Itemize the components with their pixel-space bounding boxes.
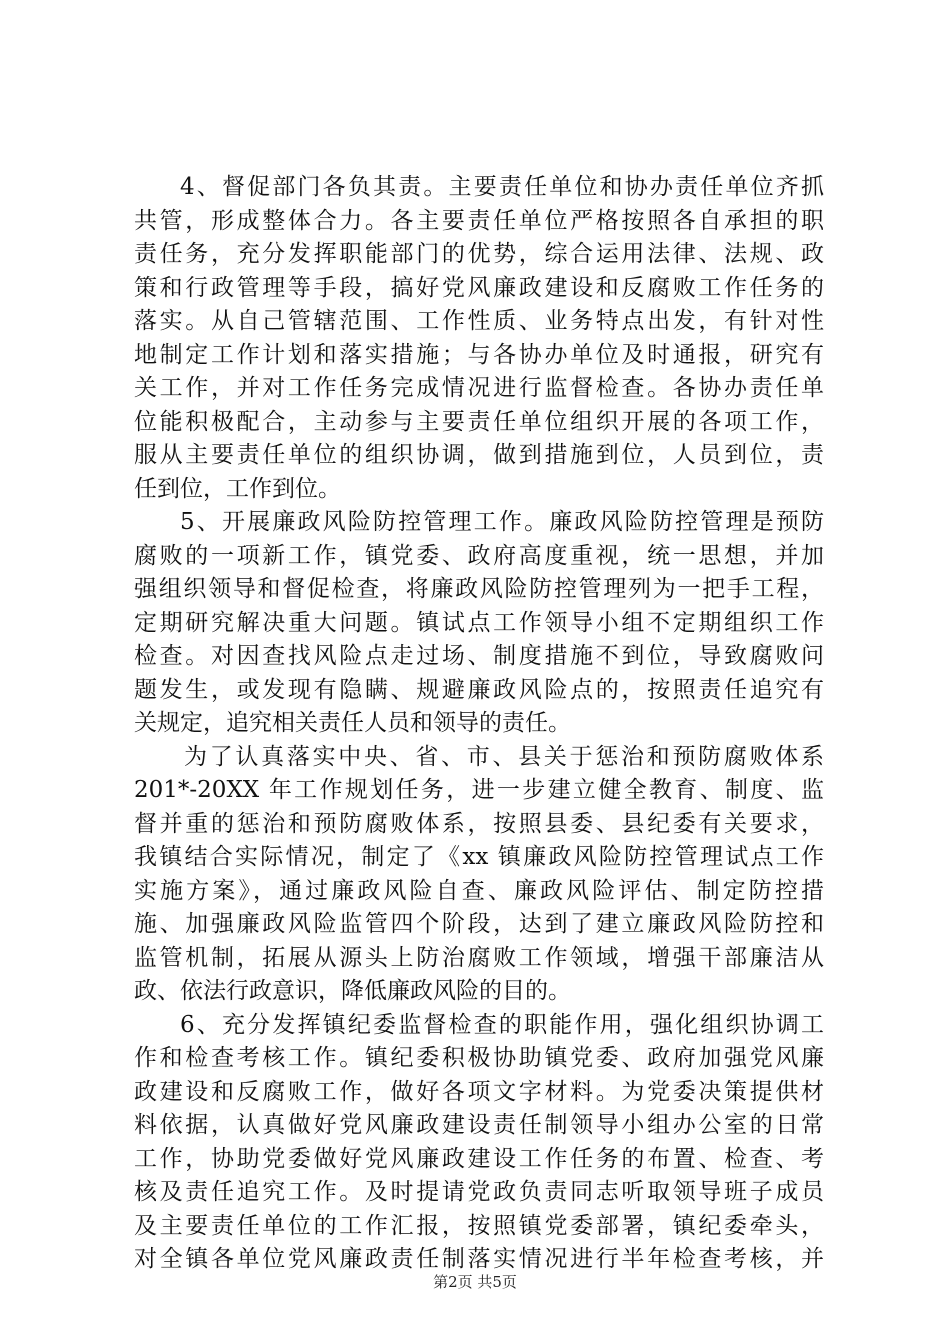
text-line: 政、依法行政意识，降低廉政风险的目的。 xyxy=(134,978,571,1004)
text-line: 实施方案》，通过廉政风险自查、廉政风险评估、制定防控措 xyxy=(134,877,824,904)
paragraph-p4 xyxy=(134,171,824,506)
text-line: 工作，协助党委做好党风廉政建设工作任务的布置、检查、考 xyxy=(134,1145,824,1172)
text-line: 料依据，认真做好党风廉政建设责任制领导小组办公室的日常 xyxy=(134,1112,824,1138)
text-line: 施、加强廉政风险监管四个阶段，达到了建立廉政风险防控和 xyxy=(134,911,824,937)
text-line: 强组织领导和督促检查，将廉政风险防控管理列为一把手工程， xyxy=(134,576,824,602)
text-line: 及主要责任单位的工作汇报，按照镇党委部署，镇纪委牵头， xyxy=(134,1212,824,1239)
text-line: 责任务，充分发挥职能部门的优势，综合运用法律、法规、政 xyxy=(134,241,824,267)
text-line: 题发生，或发现有隐瞒、规避廉政风险点的，按照责任追究有 xyxy=(134,676,824,703)
text-line: 服从主要责任单位的组织协调，做到措施到位，人员到位，责 xyxy=(134,442,824,468)
text-line: 关规定，追究相关责任人员和领导的责任。 xyxy=(134,710,571,736)
paragraph-p-plan xyxy=(134,741,824,1009)
paragraph-p5 xyxy=(134,506,824,741)
document-body xyxy=(134,171,824,1277)
text-line: 政建设和反腐败工作，做好各项文字材料。为党委决策提供材 xyxy=(134,1078,824,1105)
text-line: 共管，形成整体合力。各主要责任单位严格按照各自承担的职 xyxy=(134,207,824,234)
text-line: 检查。对因查找风险点走过场、制度措施不到位，导致腐败问 xyxy=(134,643,824,669)
text-line: 策和行政管理等手段，搞好党风廉政建设和反腐败工作任务的 xyxy=(134,274,824,301)
text-line: 任到位，工作到位。 xyxy=(134,475,341,502)
text-line: 作和检查考核工作。镇纪委积极协助镇党委、政府加强党风廉 xyxy=(134,1045,824,1071)
text-line: 4、督促部门各负其责。主要责任单位和协办责任单位齐抓 xyxy=(180,174,824,200)
text-line: 为了认真落实中央、省、市、县关于惩治和预防腐败体系 xyxy=(184,743,824,770)
text-line: 201*-20XX 年工作规划任务，进一步建立健全教育、制度、监 xyxy=(134,777,824,803)
text-line: 位能积极配合，主动参与主要责任单位组织开展的各项工作， xyxy=(134,408,824,435)
text-line: 5、开展廉政风险防控管理工作。廉政风险防控管理是预防 xyxy=(180,509,824,535)
text-line: 6、充分发挥镇纪委监督检查的职能作用，强化组织协调工 xyxy=(180,1011,824,1038)
text-line: 对全镇各单位党风廉政责任制落实情况进行半年检查考核，并 xyxy=(134,1246,824,1272)
text-line: 地制定工作计划和落实措施；与各协办单位及时通报，研究有 xyxy=(134,341,824,368)
page-footer: 第2页 共5页 xyxy=(433,1273,517,1291)
text-line: 核及责任追究工作。及时提请党政负责同志听取领导班子成员 xyxy=(134,1179,824,1205)
text-line: 落实。从自己管辖范围、工作性质、业务特点出发，有针对性 xyxy=(134,308,824,334)
text-line: 腐败的一项新工作，镇党委、政府高度重视，统一思想，并加 xyxy=(134,542,824,569)
paragraph-p6 xyxy=(134,1009,824,1277)
text-line: 我镇结合实际情况，制定了《xx 镇廉政风险防控管理试点工作 xyxy=(134,844,824,870)
text-line: 定期研究解决重大问题。镇试点工作领导小组不定期组织工作 xyxy=(134,609,824,636)
text-line: 督并重的惩治和预防腐败体系，按照县委、县纪委有关要求， xyxy=(134,810,824,837)
text-line: 关工作，并对工作任务完成情况进行监督检查。各协办责任单 xyxy=(134,375,824,401)
text-line: 监管机制，拓展从源头上防治腐败工作领域，增强干部廉洁从 xyxy=(134,944,824,971)
